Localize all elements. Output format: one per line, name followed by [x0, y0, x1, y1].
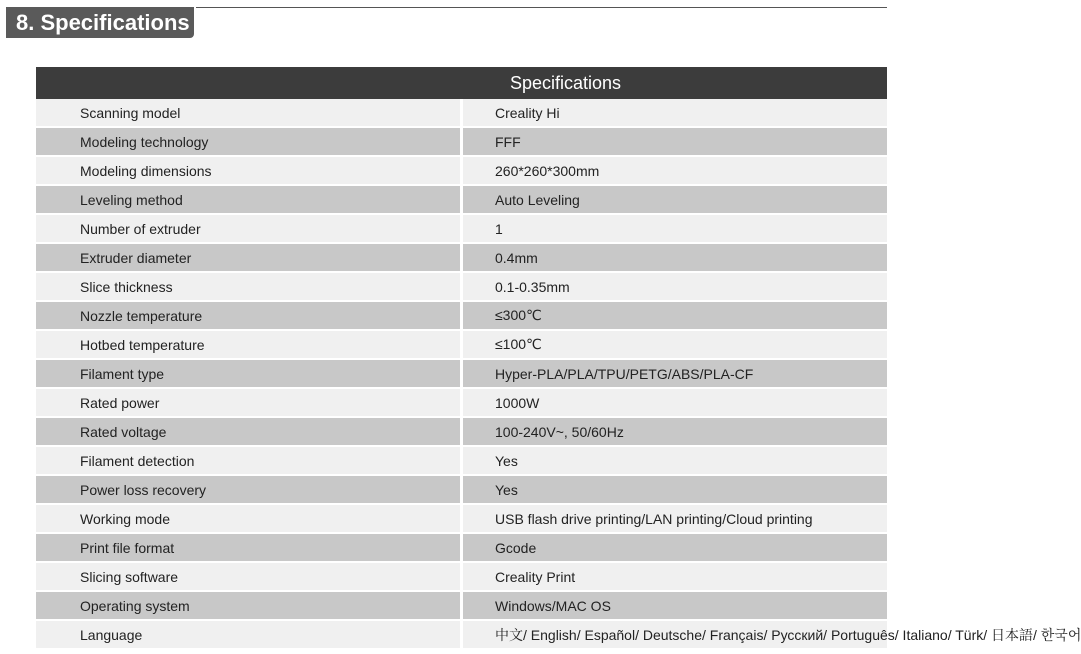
table-row [36, 562, 887, 591]
spec-label: Hotbed temperature [36, 330, 462, 359]
spec-label: Language [36, 620, 462, 649]
table-row [36, 359, 887, 388]
spec-label: Modeling technology [36, 127, 462, 156]
table-header [36, 67, 887, 99]
spec-value: Windows/MAC OS [462, 591, 888, 620]
table-row [36, 533, 887, 562]
spec-label: Filament detection [36, 446, 462, 475]
spec-label: Operating system [36, 591, 462, 620]
table-row [36, 620, 887, 649]
spec-label: Slicing software [36, 562, 462, 591]
section-title: 8. Specifications [6, 7, 194, 38]
spec-label: Scanning model [36, 99, 462, 127]
top-divider [196, 7, 887, 8]
spec-value: 100-240V~, 50/60Hz [462, 417, 888, 446]
spec-value: 1000W [462, 388, 888, 417]
table-row [36, 388, 887, 417]
spec-value: Creality Hi [462, 99, 888, 127]
spec-label: Slice thickness [36, 272, 462, 301]
spec-value: Yes [462, 446, 888, 475]
table-body [36, 99, 1081, 649]
spec-label: Working mode [36, 504, 462, 533]
spec-value: 260*260*300mm [462, 156, 888, 185]
table-row [36, 475, 887, 504]
table-row [36, 185, 887, 214]
table-row [36, 272, 887, 301]
table-row [36, 330, 887, 359]
table-row [36, 127, 887, 156]
spec-value: Yes [462, 475, 888, 504]
table-row [36, 214, 887, 243]
table-row [36, 301, 887, 330]
spec-label: Leveling method [36, 185, 462, 214]
spec-value: 0.4mm [462, 243, 888, 272]
table-row [36, 243, 887, 272]
table-header-label: Specifications [510, 72, 622, 93]
spec-value: ≤100℃ [462, 330, 888, 359]
spec-label: Power loss recovery [36, 475, 462, 504]
table-row [36, 156, 887, 185]
table-row [36, 417, 887, 446]
table-row [36, 446, 887, 475]
spec-value: USB flash drive printing/LAN printing/Cloud printing [462, 504, 888, 533]
spec-label: Rated power [36, 388, 462, 417]
table-row [36, 591, 887, 620]
specifications-table [36, 67, 1081, 650]
spec-value: Hyper-PLA/PLA/TPU/PETG/ABS/PLA-CF [462, 359, 888, 388]
spec-value: Gcode [462, 533, 888, 562]
spec-label: Number of extruder [36, 214, 462, 243]
spec-value: Auto Leveling [462, 185, 888, 214]
spec-label: Rated voltage [36, 417, 462, 446]
spec-value: 0.1-0.35mm [462, 272, 888, 301]
spec-value: 中文/ English/ Español/ Deutsche/ Français/ Pусский/ Português/ Italiano/ Türk/ 日本語/ 한국어 [462, 620, 888, 649]
spec-label: Filament type [36, 359, 462, 388]
spec-value: FFF [462, 127, 888, 156]
spec-value: 1 [462, 214, 888, 243]
spec-label: Print file format [36, 533, 462, 562]
spec-value: Creality Print [462, 562, 888, 591]
table-row [36, 99, 887, 127]
table-row [36, 504, 887, 533]
spec-label: Nozzle temperature [36, 301, 462, 330]
spec-label: Extruder diameter [36, 243, 462, 272]
spec-label: Modeling dimensions [36, 156, 462, 185]
spec-value: ≤300℃ [462, 301, 888, 330]
